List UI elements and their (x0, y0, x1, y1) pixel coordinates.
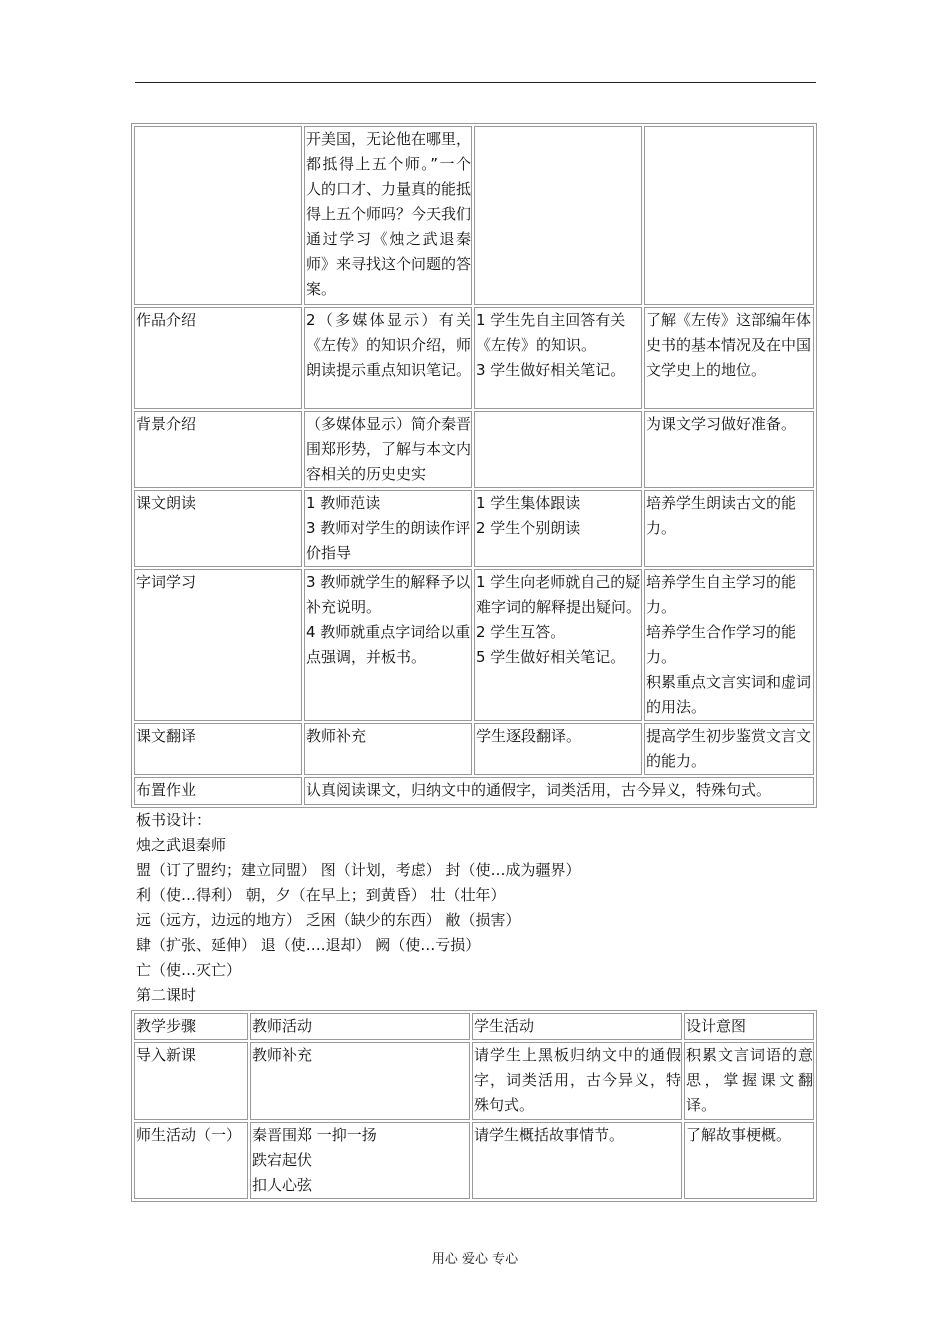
design-intent-cell: 了解《左传》这部编年体史书的基本情况及在中国文学史上的地位。 (644, 307, 814, 409)
board-line: 远（远方，边远的地方） 乏困（缺少的东西） 敝（损害） (136, 911, 521, 929)
step-cell: 师生活动（一） (134, 1122, 248, 1199)
design-intent-cell (644, 126, 814, 305)
table-row (134, 126, 814, 305)
teacher-activity-cell: 教师补充 (304, 723, 472, 775)
column-header: 教学步骤 (134, 1013, 248, 1040)
design-intent-cell: 了解故事梗概。 (684, 1122, 814, 1199)
table-header-row (134, 1013, 814, 1040)
board-title: 烛之武退秦师 (136, 836, 227, 854)
table-row (134, 411, 814, 488)
table-row (134, 1042, 814, 1120)
teacher-activity-cell: 2（多媒体显示）有关《左传》的知识介绍，师朗读提示重点知识笔记。 (304, 307, 472, 409)
design-intent-cell: 为课文学习做好准备。 (644, 411, 814, 488)
student-activity-cell: 学生逐段翻译。 (474, 723, 642, 775)
table-row (134, 1122, 814, 1199)
step-cell: 导入新课 (134, 1042, 248, 1120)
student-activity-cell (474, 411, 642, 488)
table-row-homework (134, 777, 814, 805)
lesson-table-2 (131, 1010, 817, 1202)
step-cell: 字词学习 (134, 569, 302, 721)
table-row (134, 490, 814, 567)
student-activity-cell: 1 学生向老师就自己的疑难字词的解释提出疑问。 2 学生互答。 5 学生做好相关笔记。 (474, 569, 642, 721)
design-intent-cell: 培养学生自主学习的能力。 培养学生合作学习的能力。 积累重点文言实词和虚词的用法。 (644, 569, 814, 721)
teacher-activity-cell: 1 教师范读 3 教师对学生的朗读作评价指导 (304, 490, 472, 567)
board-heading: 板书设计： (136, 811, 212, 829)
step-cell: 背景介绍 (134, 411, 302, 488)
column-header: 教师活动 (250, 1013, 470, 1040)
board-line: 盟（订了盟约；建立同盟） 图（计划，考虑） 封（使…成为疆界） (136, 861, 581, 879)
lesson-table-1 (131, 123, 817, 808)
header-rule (135, 82, 816, 83)
step-cell: 课文朗读 (134, 490, 302, 567)
homework-text: 认真阅读课文，归纳文中的通假字，词类活用，古今异义，特殊句式。 (304, 777, 814, 805)
lesson2-title: 第二课时 (136, 986, 197, 1004)
student-activity-cell: 1 学生集体跟读 2 学生个别朗读 (474, 490, 642, 567)
design-intent-cell: 培养学生朗读古文的能力。 (644, 490, 814, 567)
teacher-activity-cell: 秦晋围郑 一抑一扬 跌宕起伏 扣人心弦 (250, 1122, 470, 1199)
design-intent-cell: 积累文言词语的意思，掌握课文翻译。 (684, 1042, 814, 1120)
teacher-activity-cell: 教师补充 (250, 1042, 470, 1120)
student-activity-cell: 请学生概括故事情节。 (472, 1122, 682, 1199)
step-cell: 作品介绍 (134, 307, 302, 409)
column-header: 学生活动 (472, 1013, 682, 1040)
teacher-activity-cell: 开美国，无论他在哪里，都抵得上五个师。”一个人的口才、力量真的能抵得上五个师吗？今天我们通过学习《烛之武退秦师》来寻找这个问题的答案。 (304, 126, 472, 305)
teacher-activity-cell: 3 教师就学生的解释予以补充说明。 4 教师就重点字词给以重点强调，并板书。 (304, 569, 472, 721)
design-intent-cell: 提高学生初步鉴赏文言文的能力。 (644, 723, 814, 775)
board-line: 利（使…得利） 朝，夕（在早上；到黄昏） 壮（壮年） (136, 886, 506, 904)
student-activity-cell (474, 126, 642, 305)
teacher-activity-cell: （多媒体显示）简介秦晋围郑形势，了解与本文内容相关的历史史实 (304, 411, 472, 488)
table-row (134, 723, 814, 775)
board-line: 肆（扩张、延伸） 退（使….退却） 阙（使…亏损） (136, 936, 481, 954)
board-line: 亡（使…灭亡） (136, 961, 242, 979)
board-design (136, 808, 581, 1008)
student-activity-cell: 1 学生先自主回答有关《左传》的知识。 3 学生做好相关笔记。 (474, 307, 642, 409)
column-header: 设计意图 (684, 1013, 814, 1040)
homework-label: 布置作业 (134, 777, 302, 805)
step-cell (134, 126, 302, 305)
table-row (134, 569, 814, 721)
page-footer: 用心 爱心 专心 (431, 1252, 519, 1267)
step-cell: 课文翻译 (134, 723, 302, 775)
table-row (134, 307, 814, 409)
student-activity-cell: 请学生上黑板归纳文中的通假字，词类活用，古今异义，特殊句式。 (472, 1042, 682, 1120)
